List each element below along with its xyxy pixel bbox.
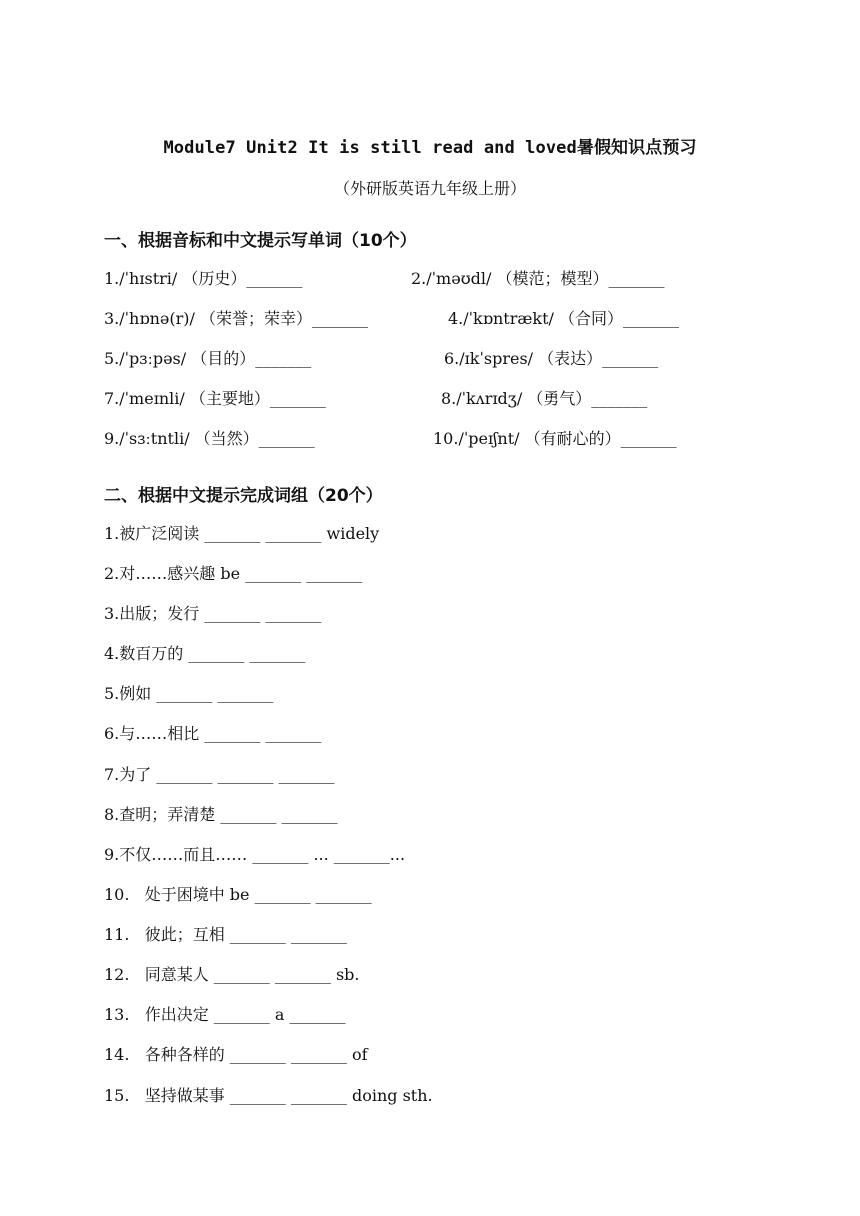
section-1-heading: 一、根据音标和中文提示写单词（10个）: [104, 231, 417, 251]
vocab-row: 9./ˈsɜːtntli/ （当然）_______: [104, 429, 315, 448]
vocab-row: 7./ˈmeɪnli/ （主要地）_______: [104, 389, 326, 408]
phrase-item: 3.出版；发行 _______ _______: [104, 604, 322, 623]
phrase-item: 5.例如 _______ _______: [104, 684, 274, 703]
page-title: [0, 133, 860, 158]
phrase-item: 9.不仅……而且…… _______ ... _______...: [104, 845, 406, 864]
vocab-row: 3./ˈhɒnə(r)/ （荣誉；荣幸）_______: [104, 309, 368, 328]
phrase-item: 15. 坚持做某事 _______ _______ doing sth.: [104, 1086, 433, 1105]
phrase-item: 2.对……感兴趣 be _______ _______: [104, 564, 363, 583]
vocab-row-right: 4./ˈkɒntrækt/ （合同）_______: [448, 309, 680, 328]
title-en: Module7 Unit2 It is still read and loved: [163, 138, 577, 158]
section-2-heading: 二、根据中文提示完成词组（20个）: [104, 486, 383, 506]
phrase-item: 10. 处于困境中 be _______ _______: [104, 885, 372, 904]
title-cn: 暑假知识点预习: [576, 138, 697, 158]
phrase-item: 6.与……相比 _______ _______: [104, 724, 322, 743]
vocab-row-right: 8./ˈkʌrɪdʒ/ （勇气）_______: [441, 389, 648, 408]
phrase-item: 12. 同意某人 _______ _______ sb.: [104, 965, 360, 984]
phrase-item: 1.被广泛阅读 _______ _______ widely: [104, 524, 380, 543]
phrase-item: 14. 各种各样的 _______ _______ of: [104, 1045, 368, 1064]
phrase-item: 4.数百万的 _______ _______: [104, 644, 306, 663]
vocab-row-right: 10./ˈpeɪʃnt/ （有耐心的）_______: [433, 429, 677, 448]
vocab-row: 5./ˈpɜːpəs/ （目的）_______: [104, 349, 312, 368]
phrase-item: 7.为了 _______ _______ _______: [104, 765, 335, 784]
vocab-row: 1./ˈhɪstri/ （历史）_______: [104, 269, 303, 288]
phrase-item: 11. 彼此；互相 _______ _______: [104, 925, 347, 944]
page-subtitle: （外研版英语九年级上册）: [333, 179, 526, 198]
phrase-item: 13. 作出决定 _______ a _______: [104, 1005, 346, 1024]
vocab-row-right: 2./ˈməʊdl/ （模范；模型）_______: [411, 269, 665, 288]
vocab-row-right: 6./ɪkˈspres/ （表达）_______: [444, 349, 659, 368]
phrase-item: 8.查明；弄清楚 _______ _______: [104, 805, 338, 824]
